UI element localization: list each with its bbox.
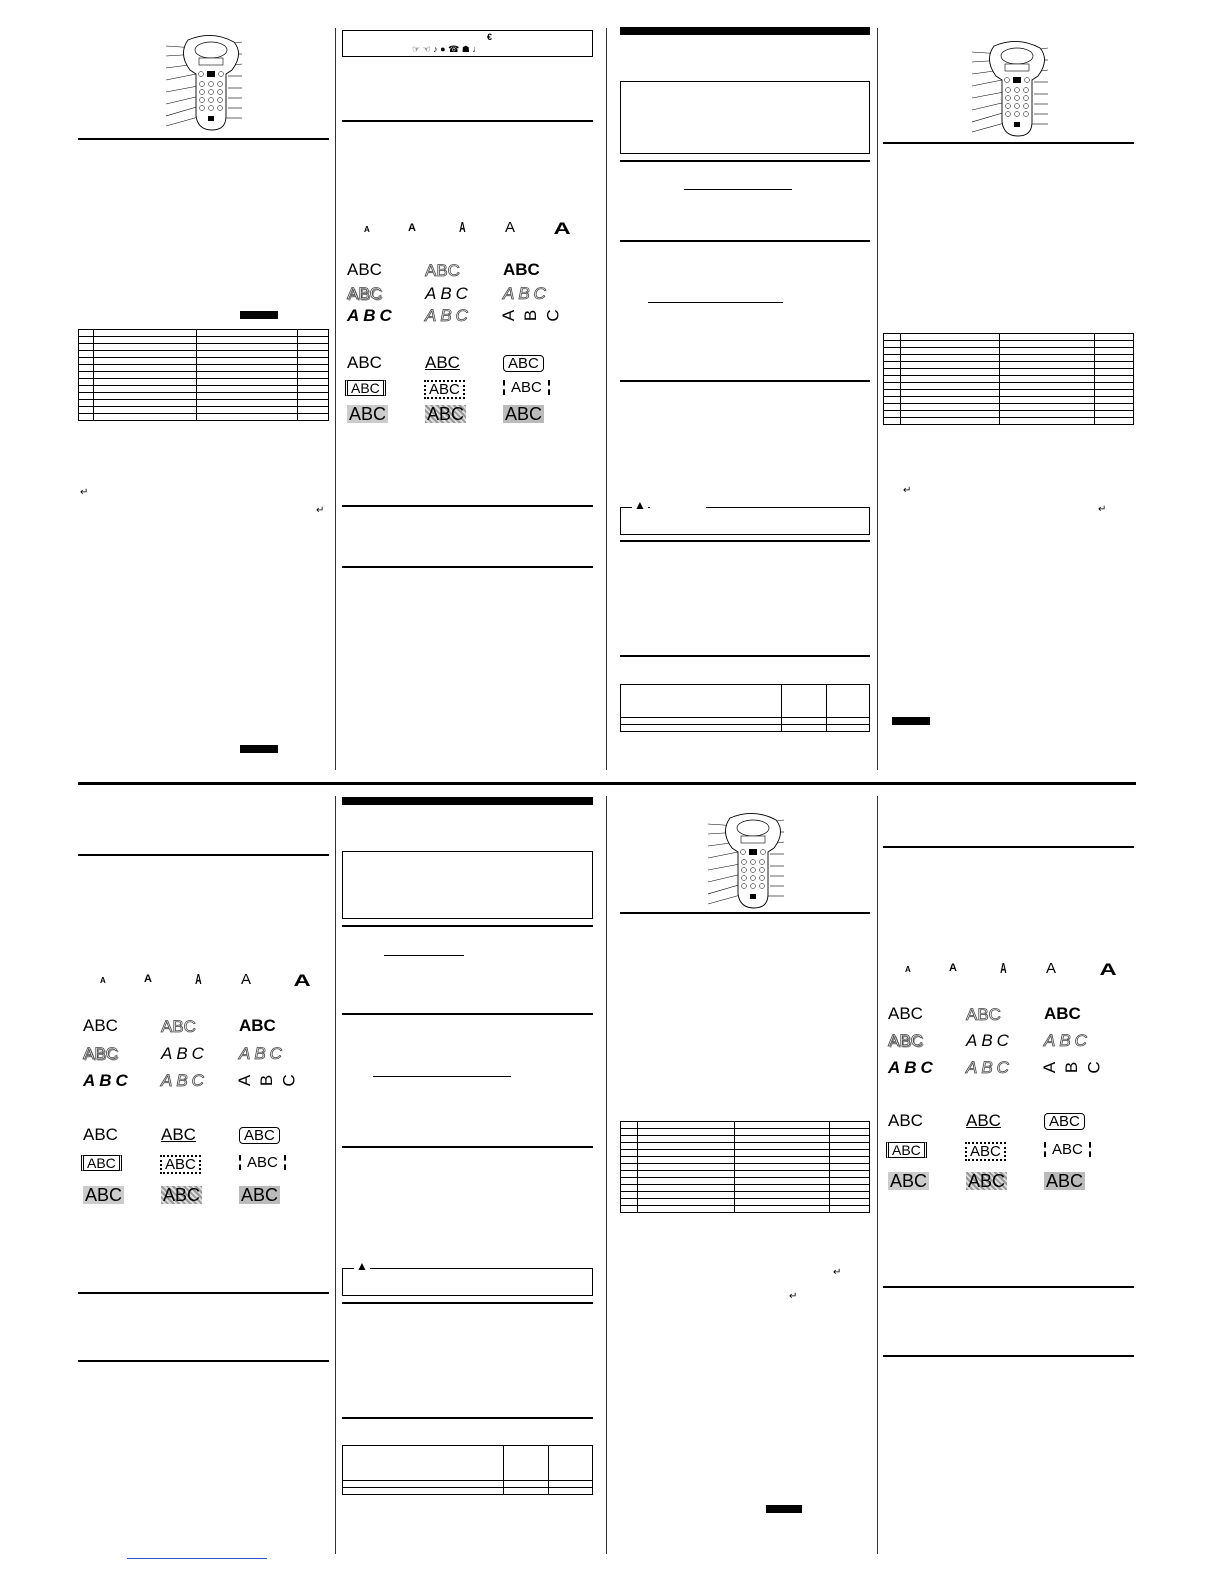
- frame-sample: ABC: [886, 1142, 927, 1158]
- section-rule: [620, 380, 870, 382]
- frame-sample: ABC: [239, 1127, 280, 1144]
- frame-sample: ABC: [888, 1111, 923, 1130]
- frame-sample: ABC: [161, 1125, 196, 1144]
- caution-box: [342, 1268, 593, 1296]
- size-sample: A: [459, 219, 466, 236]
- style-sample: ABC: [161, 1071, 208, 1090]
- underline-link: [384, 955, 464, 956]
- section-rule: [620, 655, 870, 657]
- section-rule: [342, 120, 593, 122]
- style-sample: ABC: [425, 284, 472, 303]
- style-sample: ABC: [83, 1044, 118, 1063]
- device-illustration: [708, 812, 788, 912]
- vertical-sample: A B C: [1040, 1061, 1104, 1074]
- underline-link: [684, 189, 792, 190]
- enter-key-icon: ↵: [316, 505, 325, 516]
- style-sample: ABC: [239, 1044, 286, 1063]
- enter-key-icon: ↵: [789, 1291, 798, 1302]
- enter-key-icon: ↵: [1098, 504, 1107, 515]
- style-sample: ABC: [425, 306, 472, 325]
- vertical-sample: A B C: [235, 1074, 299, 1087]
- shade-sample: ABC: [1046, 1171, 1084, 1191]
- size-sample: A: [905, 965, 911, 974]
- column-divider: [335, 796, 336, 1554]
- frame-sample: ABC: [424, 380, 465, 399]
- size-sample: A: [195, 971, 202, 988]
- style-sample: ABC: [83, 1071, 132, 1090]
- device-illustration: [972, 40, 1052, 140]
- section-rule: [78, 1292, 329, 1294]
- size-sample: A: [949, 962, 957, 974]
- section-rule: [342, 505, 593, 507]
- frame-sample: ABC: [160, 1155, 201, 1174]
- style-sample: ABC: [83, 1016, 118, 1035]
- style-sample: ABC: [1044, 1031, 1091, 1050]
- frame-sample: ABC: [345, 380, 386, 396]
- size-sample: A: [1099, 960, 1117, 979]
- column-divider: [335, 28, 336, 770]
- vertical-sample: A B C: [499, 309, 563, 322]
- style-sample: ABC: [503, 260, 540, 279]
- size-sample: A: [364, 225, 370, 234]
- style-sample: ABC: [888, 1031, 923, 1050]
- shade-sample: ABC: [163, 1185, 201, 1205]
- key-table: [78, 329, 329, 421]
- size-sample: A: [100, 976, 106, 985]
- section-rule: [342, 1146, 593, 1148]
- frame-sample: ABC: [966, 1111, 1001, 1130]
- frame-sample: ABC: [503, 355, 544, 372]
- underline-link: [648, 302, 783, 303]
- shade-sample: ABC: [85, 1185, 123, 1205]
- section-rule: [883, 846, 1134, 848]
- size-sample: A: [144, 973, 152, 985]
- size-sample: A: [293, 971, 311, 990]
- shade-sample: ABC: [968, 1171, 1006, 1191]
- frame-sample: ABC: [503, 380, 550, 395]
- enter-key-icon: ↵: [80, 487, 89, 498]
- euro-symbol: €: [487, 32, 493, 42]
- shade-sample: ABC: [505, 404, 543, 424]
- size-sample: A: [553, 219, 571, 238]
- style-sample: ABC: [161, 1044, 208, 1063]
- underline-link: [373, 1076, 511, 1077]
- section-rule: [883, 1286, 1134, 1288]
- style-sample: ABC: [503, 284, 550, 303]
- shade-sample: ABC: [349, 404, 387, 424]
- caution-box: [620, 507, 870, 535]
- size-sample: A: [408, 222, 416, 234]
- language-tab: [766, 1505, 802, 1513]
- section-rule: [883, 1355, 1134, 1357]
- section-rule: [620, 540, 870, 542]
- notice-box: [342, 851, 593, 919]
- style-sample: ABC: [425, 261, 460, 280]
- underline-link: [127, 1558, 267, 1559]
- section-rule: [342, 925, 593, 927]
- frame-sample: ABC: [83, 1125, 118, 1144]
- frame-sample: ABC: [1044, 1113, 1085, 1130]
- style-sample: ABC: [888, 1058, 937, 1077]
- section-rule: [620, 912, 870, 914]
- section-rule: [342, 1302, 593, 1304]
- language-tab: [240, 311, 278, 319]
- shade-sample: ABC: [890, 1171, 928, 1191]
- frame-sample: ABC: [239, 1155, 286, 1170]
- frame-sample: ABC: [81, 1155, 122, 1171]
- style-sample: ABC: [1044, 1004, 1081, 1023]
- device-illustration: [166, 34, 246, 134]
- section-rule: [78, 1360, 329, 1362]
- style-sample: ABC: [347, 306, 396, 325]
- section-rule: [620, 240, 870, 242]
- section-rule: [78, 854, 329, 856]
- size-sample: A: [1046, 960, 1057, 977]
- enter-key-icon: ↵: [903, 485, 912, 496]
- frame-sample: ABC: [965, 1142, 1006, 1161]
- frame-sample: ABC: [425, 353, 460, 372]
- header-bar: [342, 797, 593, 805]
- tape-table: [342, 1445, 593, 1495]
- frame-sample: ABC: [347, 353, 382, 372]
- style-sample: ABC: [347, 284, 382, 303]
- style-sample: ABC: [161, 1017, 196, 1036]
- column-divider: [606, 796, 607, 1554]
- size-sample: A: [241, 971, 252, 988]
- section-rule: [78, 138, 329, 140]
- style-sample: ABC: [239, 1016, 276, 1035]
- column-divider: [606, 28, 607, 770]
- page-divider: [78, 782, 1136, 785]
- language-tab: [892, 717, 930, 725]
- caution-rule: [650, 507, 706, 509]
- size-sample: A: [1000, 960, 1007, 977]
- style-sample: ABC: [966, 1005, 1001, 1024]
- size-sample: A: [505, 219, 516, 236]
- notice-box: [620, 81, 870, 154]
- warning-icon: ▲: [634, 498, 646, 512]
- shade-sample: ABC: [241, 1185, 279, 1205]
- style-sample: ABC: [347, 260, 382, 279]
- header-bar: [620, 27, 870, 35]
- section-rule: [342, 1417, 593, 1419]
- section-rule: [342, 1013, 593, 1015]
- column-divider: [877, 796, 878, 1554]
- style-sample: ABC: [966, 1058, 1013, 1077]
- tape-table: [620, 684, 870, 732]
- key-table: [620, 1121, 870, 1213]
- enter-key-icon: ↵: [833, 1267, 842, 1278]
- column-divider: [877, 28, 878, 770]
- shade-sample: ABC: [427, 404, 465, 424]
- style-sample: ABC: [966, 1031, 1013, 1050]
- frame-sample: ABC: [1044, 1142, 1091, 1157]
- language-tab: [240, 745, 278, 753]
- style-sample: ABC: [888, 1004, 923, 1023]
- warning-icon: ▲: [356, 1259, 368, 1273]
- key-table: [883, 333, 1134, 425]
- symbol-row: ☞ ☜ ♪ ● ☎ ☗ ♩: [412, 44, 482, 54]
- section-rule: [883, 142, 1134, 144]
- section-rule: [342, 566, 593, 568]
- section-rule: [620, 160, 870, 162]
